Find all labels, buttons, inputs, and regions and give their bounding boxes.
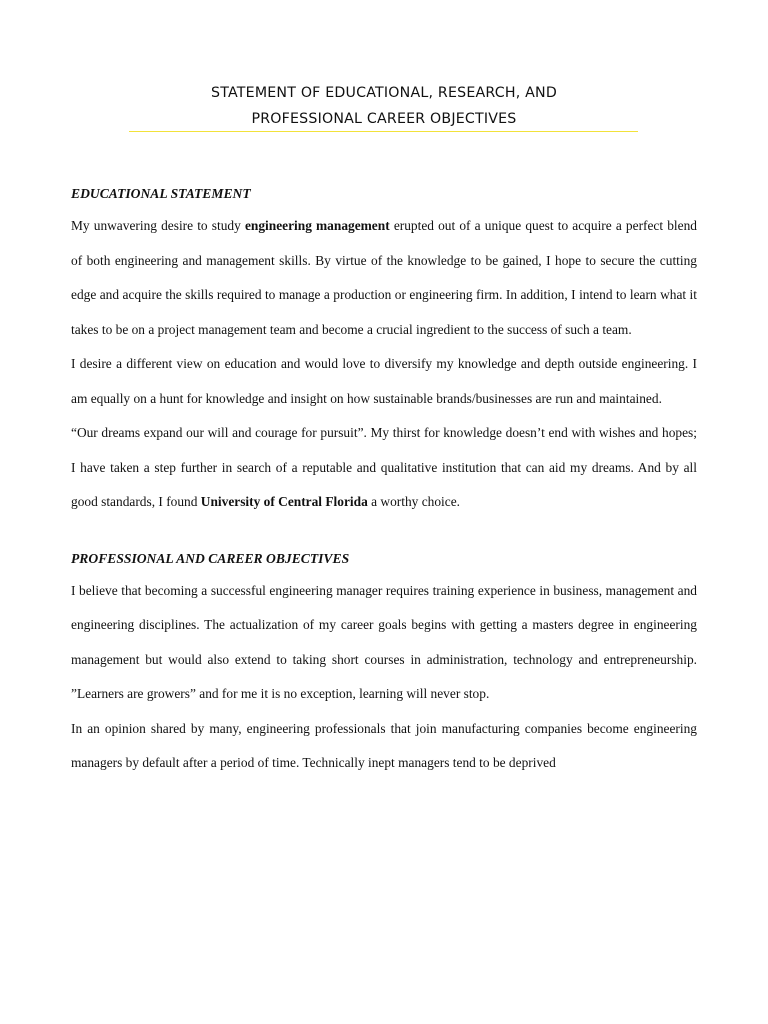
educational-paragraph-3: [71, 416, 697, 520]
professional-objectives-heading: PROFESSIONAL AND CAREER OBJECTIVES: [71, 550, 350, 566]
educational-paragraph-1: [71, 209, 697, 347]
educational-p1-text-a: My unwavering desire to study: [71, 218, 245, 233]
title-underline: [129, 131, 638, 132]
educational-p1-text-c: . By virtue of the knowledge to be gained, I hope to secure the cutting edge and acquire the skills required to manage a production or engineering firm. In addition, I intend to learn what it takes to be on a project management team and become a crucial ingredient to the success of such a team.: [71, 252, 697, 337]
educational-statement-heading: EDUCATIONAL STATEMENT: [71, 186, 251, 201]
educational-p1-bold: engineering management: [244, 218, 390, 233]
professional-paragraph-2: In an opinion shared by many, engineering professionals that join manufacturing companies become engineering managers by default after a period of time. Technically inept managers tend to be deprived: [71, 720, 697, 770]
educational-paragraph-2: I desire a different view on education and would love to diversify my knowledge and depth outside engineering. I am equally on a hunt for knowledge and insight on how sustainable brands/businesses are run and maintained.: [71, 356, 697, 406]
educational-p3-text-a: “Our dreams expand our will and courage for pursuit”. My thirst for knowledge doesn’t end with wishes and hopes; I have taken a step further in search of a reputable and qualitative institution that can aid my dreams. And by all good standards, I found: [71, 425, 697, 509]
document-body: [71, 183, 697, 781]
title-line-2: PROFESSIONAL CAREER OBJECTIVES: [251, 111, 517, 127]
educational-p3-bold: University of Central Florida: [200, 494, 368, 509]
professional-paragraph-1: I believe that becoming a successful engineering manager requires training experience in business, management and engineering disciplines. The actualization of my career goals begins with getting a masters degree in engineering management but would also extend to taking short courses in administration, technology and entrepreneurship. ”Learners are growers” and for me it is no exception, learning will never stop.: [71, 582, 697, 701]
educational-p1-text-b: erupted out of a unique quest to acquire a perfect blend of both engineering and management skills: [71, 218, 697, 268]
section-spacer: [71, 520, 697, 548]
document-title: [0, 80, 768, 132]
educational-p3-text-b: a worthy choice.: [367, 494, 460, 509]
title-line-1: STATEMENT OF EDUCATIONAL, RESEARCH, AND: [211, 85, 557, 101]
